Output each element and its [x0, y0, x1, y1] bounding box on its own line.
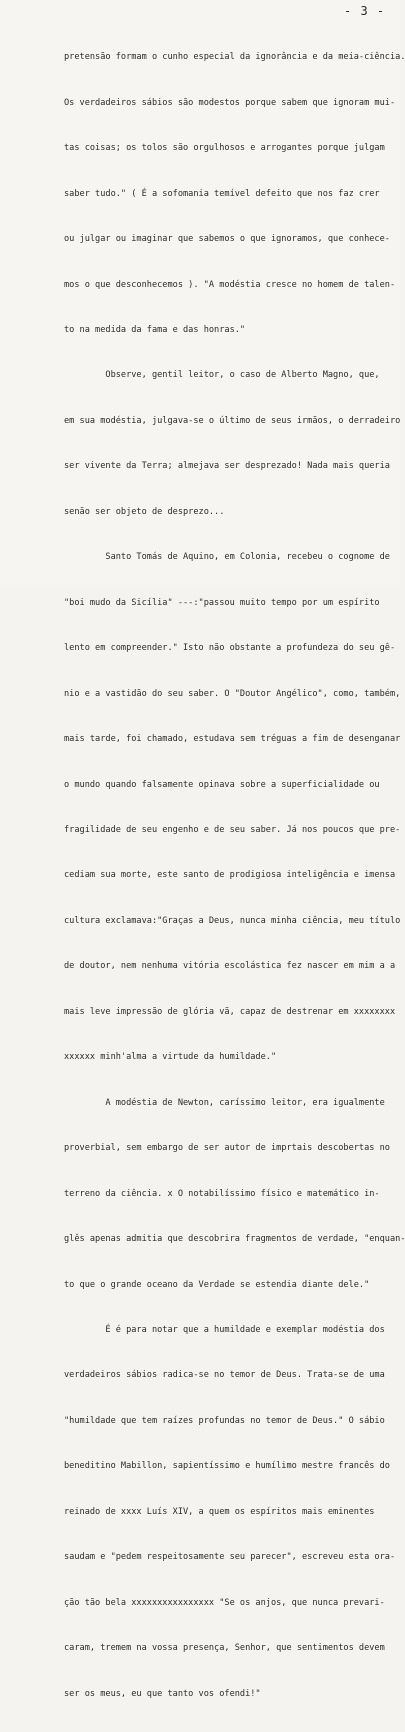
text-line: cultura exclamava:"Graças a Deus, nunca minha ciência, meu título	[64, 915, 401, 926]
text-line: fragilidade de seu engenho e de seu saber. Já nos poucos que pre-	[64, 825, 401, 836]
text-line: terreno da ciência. x O notabilíssimo físico e matemático in-	[64, 1188, 380, 1199]
text-line: glês apenas admitia que descobrira fragmentos de verdade, "enquan-	[64, 1234, 405, 1245]
text-line: cediam sua morte, este santo de prodigiosa inteligência e imensa	[64, 870, 396, 881]
text-line: em sua modéstia, julgava-se o último de seus irmãos, o derradeiro	[64, 415, 401, 426]
page-number: - 3 -	[344, 4, 386, 18]
text-line: o mundo quando falsamente opinava sobre a superficialidade ou	[64, 779, 380, 790]
text-line: Os verdadeiros sábios são modestos porque sabem que ignoram mui-	[64, 97, 396, 108]
text-line: mais tarde, foi chamado, estudava sem tréguas a fim de desenganar	[64, 734, 401, 745]
text-line: tas coisas; os tolos são orgulhosos e arrogantes porque julgam	[64, 143, 385, 154]
text-line: saudam e "pedem respeitosamente seu parecer", escreveu esta ora-	[64, 1552, 396, 1563]
text-line: nio e a vastidão do seu saber. O "Doutor Angélico", como, também,	[64, 688, 401, 699]
text-line: "humildade que tem raízes profundas no temor de Deus." O sábio	[64, 1415, 385, 1426]
text-line: saber tudo." ( É a sofomania temível defeito que nos faz crer	[64, 188, 380, 199]
text-line: mais leve impressão de glória vã, capaz de destrenar em xxxxxxxx	[64, 1006, 396, 1017]
text-line: "boi mudo da Sicília" ---:"passou muito tempo por um espírito	[64, 597, 380, 608]
text-line: ou julgar ou imaginar que sabemos o que ignoramos, que conhece-	[64, 234, 390, 245]
text-line: caram, tremem na vossa presença, Senhor, que sentimentos devem	[64, 1643, 385, 1654]
text-line: ser os meus, eu que tanto vos ofendi!"	[64, 1688, 261, 1699]
text-line: Observe, gentil leitor, o caso de Alberto Magno, que,	[64, 370, 380, 381]
text-line: ção tão bela xxxxxxxxxxxxxxxx "Se os anjos, que nunca prevari-	[64, 1597, 385, 1608]
text-line: Santo Tomás de Aquino, em Colonia, recebeu o cognome de	[64, 552, 390, 563]
text-line: pretensão formam o cunho especial da ignorância e da meia-ciência.	[64, 52, 405, 63]
text-line: lento em compreender." Isto não obstante a profundeza do seu gê-	[64, 643, 396, 654]
text-line: de doutor, nem nenhuma vitória escolástica fez nascer em mim a a	[64, 961, 396, 972]
text-line: A modéstia de Newton, caríssimo leitor, era igualmente	[64, 1097, 385, 1108]
text-line: senão ser objeto de desprezo...	[64, 506, 225, 517]
text-line: reinado de xxxx Luís XIV, a quem os espíritos mais eminentes	[64, 1506, 375, 1517]
typed-text-body	[64, 20, 405, 1732]
text-line: to que o grande oceano da Verdade se estendia diante dele."	[64, 1279, 370, 1290]
text-line: to na medida da fama e das honras."	[64, 325, 246, 336]
text-line: ser vivente da Terra; almejava ser desprezado! Nada mais queria	[64, 461, 390, 472]
text-line: proverbial, sem embargo de ser autor de imprtais descobertas no	[64, 1143, 390, 1154]
text-line: É é para notar que a humildade e exemplar modéstia dos	[64, 1325, 385, 1335]
text-line: verdadeiros sábios radica-se no temor de Deus. Trata-se de uma	[64, 1370, 385, 1381]
text-line: xxxxxx minh'alma a virtude da humildade."	[64, 1052, 277, 1063]
text-line: beneditino Mabillon, sapientíssimo e humílimo mestre francês do	[64, 1461, 390, 1472]
text-line: mos o que desconhecemos ). "A modéstia cresce no homem de talen-	[64, 279, 396, 290]
